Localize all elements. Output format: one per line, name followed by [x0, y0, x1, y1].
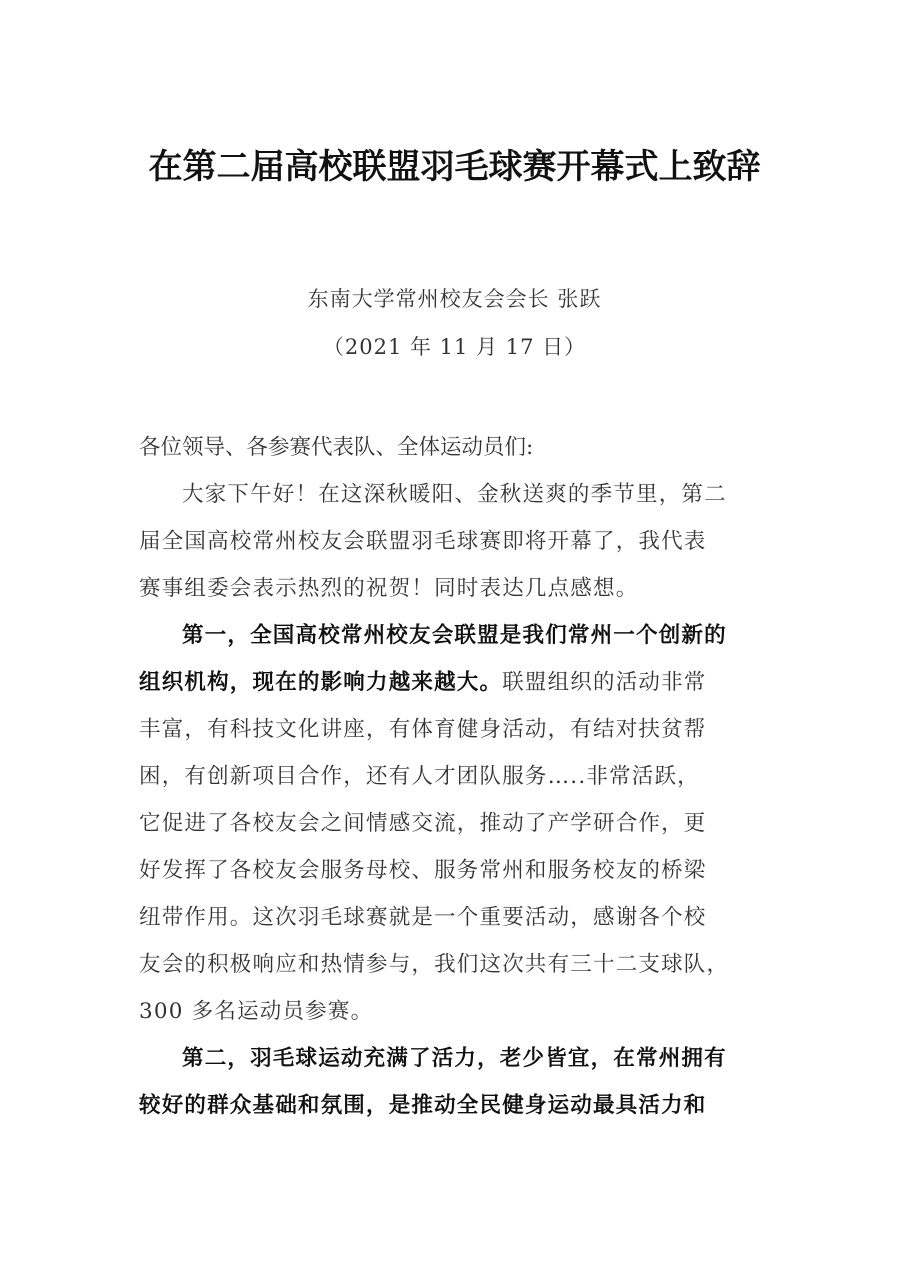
paragraph-line: 困，有创新项目合作，还有人才团队服务…..非常活跃， [139, 764, 700, 789]
document-author: 东南大学常州校友会会长 张跃 [307, 287, 602, 311]
paragraph-line: 赛事组委会表示热烈的祝贺！同时表达几点感想。 [139, 576, 639, 601]
bold-phrase: 组织机构，现在的影响力越来越大。 [139, 670, 503, 695]
paragraph-line: 它促进了各校友会之间情感交流，推动了产学研合作，更 [139, 811, 707, 836]
paragraph-second-point [139, 1035, 771, 1129]
salutation: 各位领导、各参赛代表队、全体运动员们: [139, 435, 534, 460]
paragraph-line: 好发挥了各校友会服务母校、服务常州和服务校友的桥梁 [139, 858, 707, 883]
regular-phrase: 联盟组织的活动非常 [502, 670, 707, 695]
paragraph-line-bold: 第一，全国高校常州校友会联盟是我们常州一个创新的 [182, 623, 727, 648]
paragraph-line: 大家下午好！在这深秋暖阳、金秋送爽的季节里，第二 [182, 482, 727, 507]
paragraph-first-point [139, 612, 771, 1035]
document-title: 在第二届高校联盟羽毛球赛开幕式上致辞 [148, 147, 761, 187]
paragraph-line: 友会的积极响应和热情参与，我们这次共有三十二支球队， [139, 952, 730, 977]
paragraph-line-bold: 较好的群众基础和氛围，是推动全民健身运动最具活力和 [139, 1093, 707, 1118]
paragraph-line: 300 多名运动员参赛。 [139, 999, 374, 1024]
document-date: （2021 年 11 月 17 日） [322, 335, 587, 359]
paragraph-line: 届全国高校常州校友会联盟羽毛球赛即将开幕了，我代表 [139, 529, 707, 554]
document-body [139, 424, 771, 1129]
paragraph-line: 纽带作用。这次羽毛球赛就是一个重要活动，感谢各个校 [139, 905, 707, 930]
paragraph-line-mixed [139, 659, 771, 706]
paragraph-greeting [139, 471, 771, 612]
paragraph-line-bold: 第二，羽毛球运动充满了活力，老少皆宜，在常州拥有 [182, 1046, 727, 1071]
paragraph-line: 丰富，有科技文化讲座，有体育健身活动，有结对扶贫帮 [139, 717, 707, 742]
